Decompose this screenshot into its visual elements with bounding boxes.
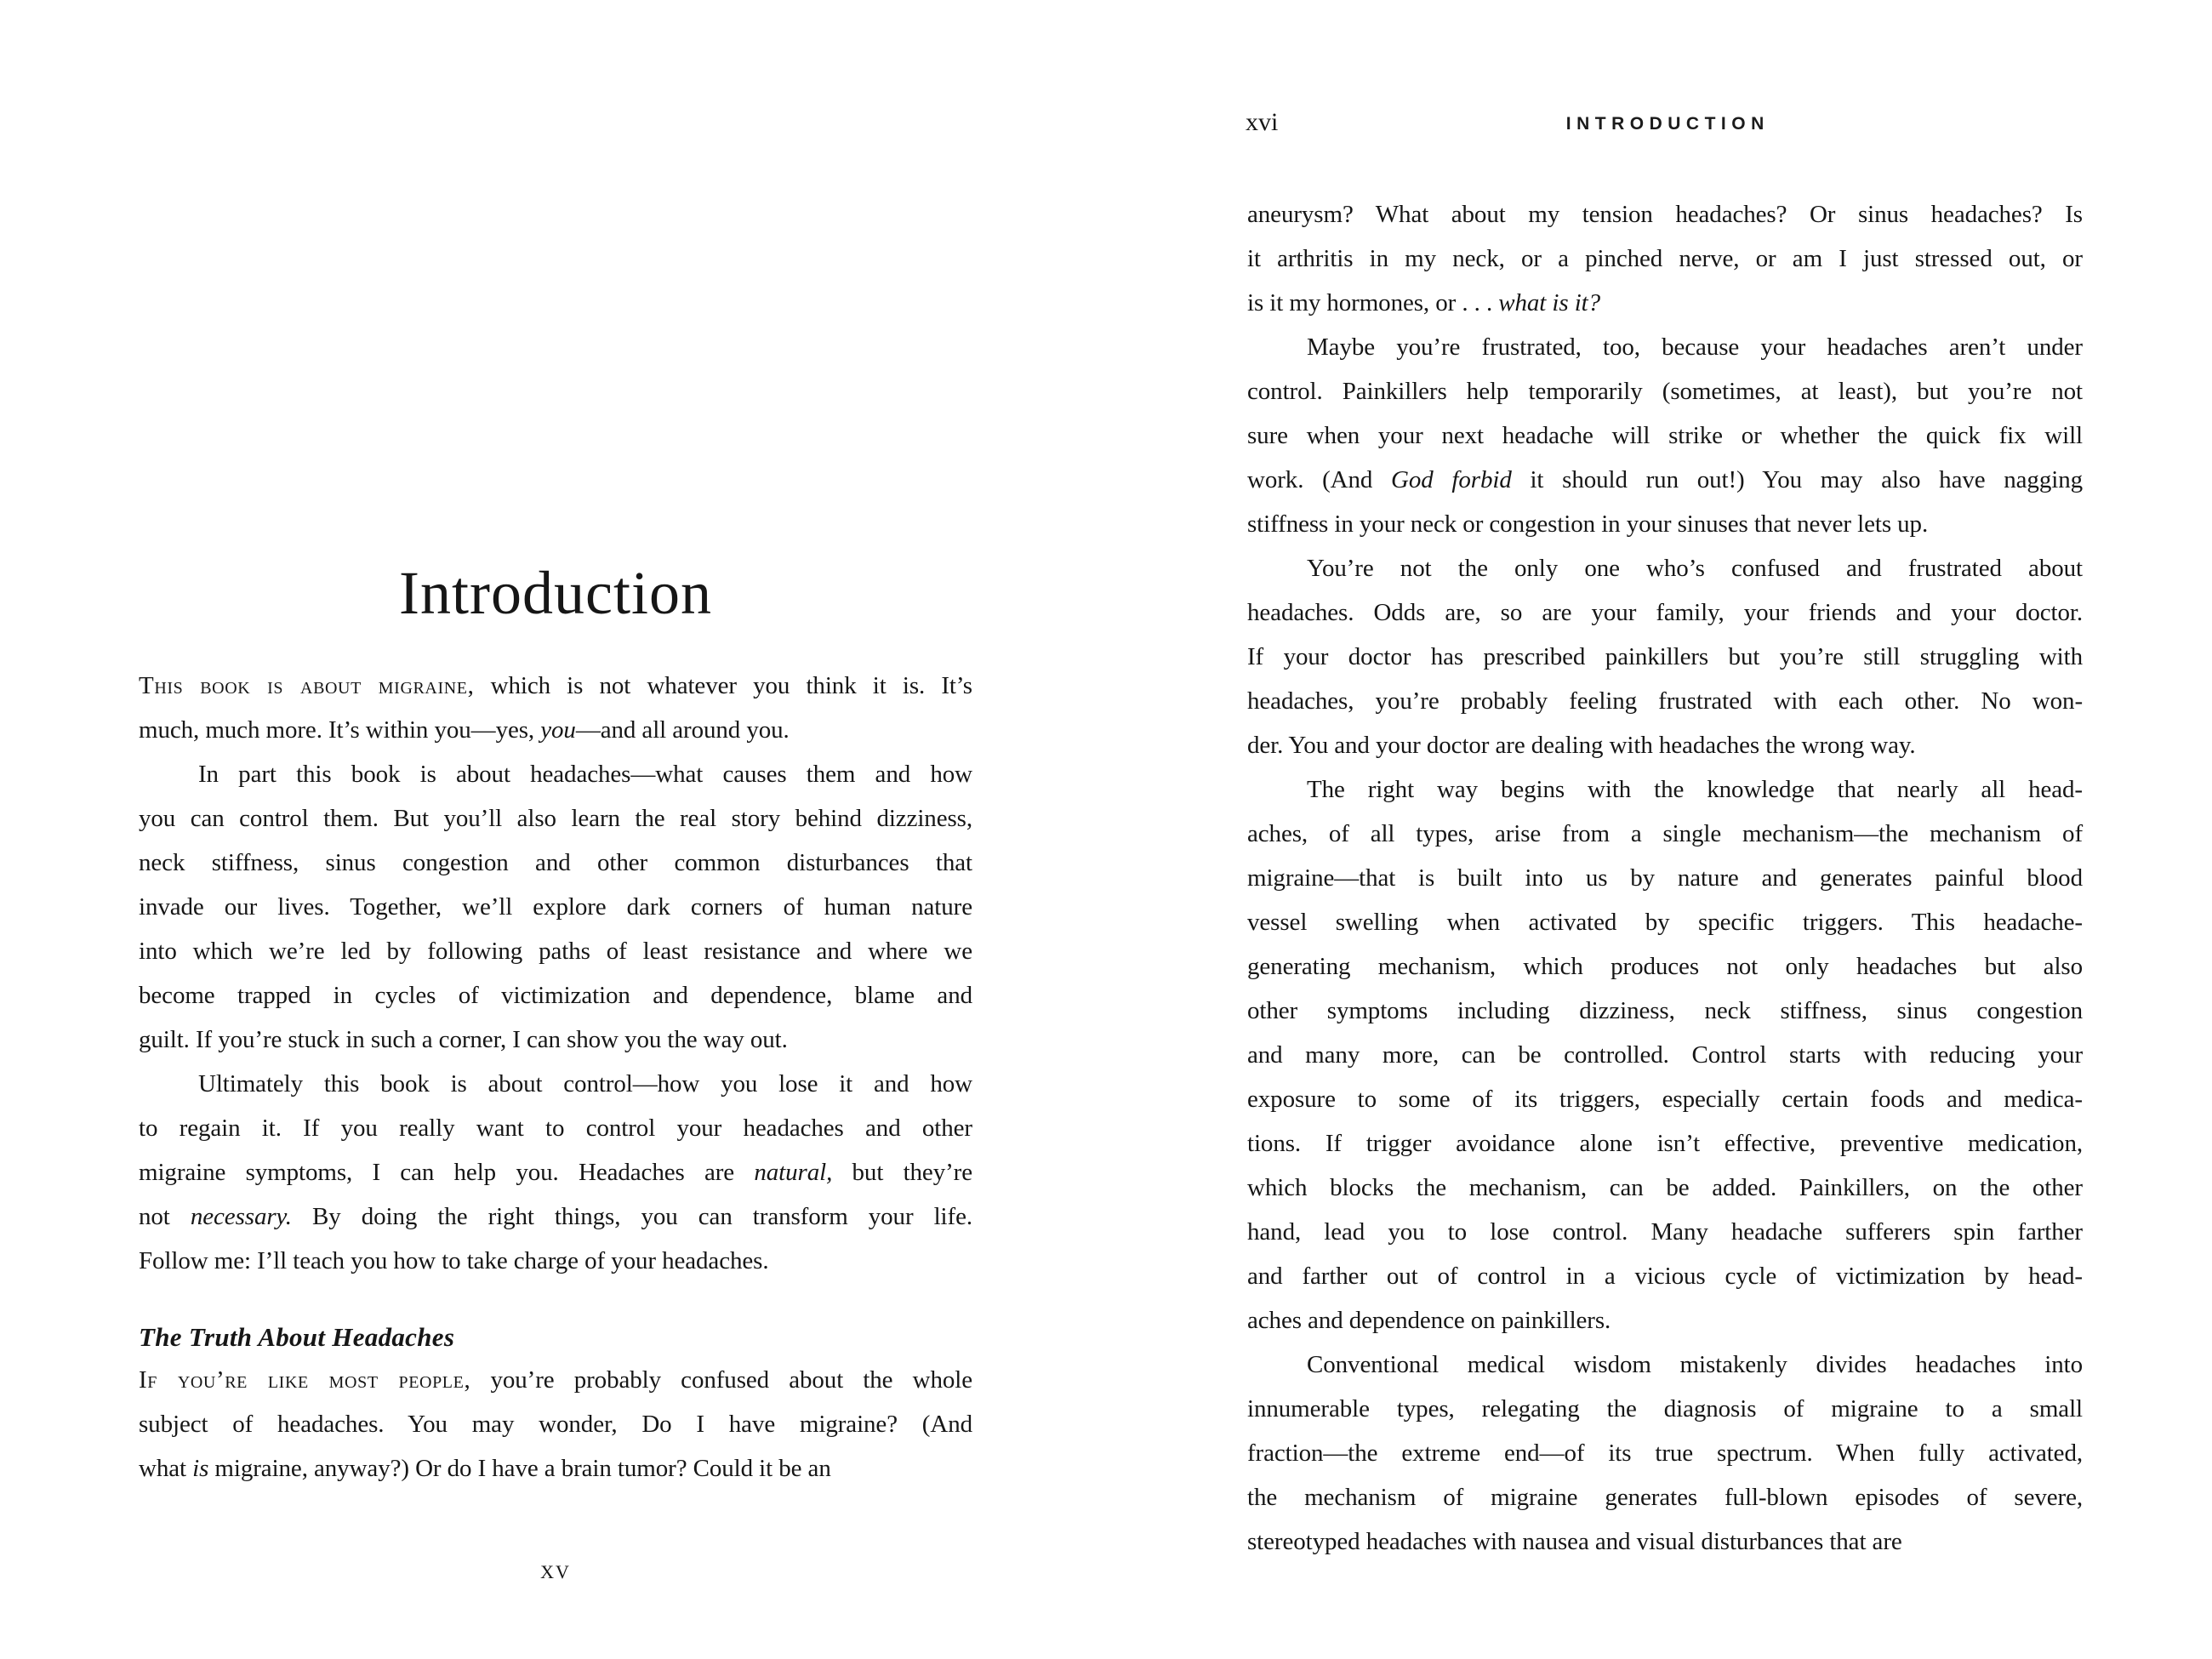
paragraph [1247, 767, 2083, 1343]
text-line: vessel swelling when activated by specific triggers. This headache- [1247, 909, 2083, 936]
paragraph [139, 1358, 972, 1491]
text-line: much, much more. It’s within you—yes, you—and all around you. [139, 716, 790, 744]
chapter-title: Introduction [399, 559, 712, 627]
text-line: sure when your next headache will strike or whether the quick fix will [1247, 422, 2083, 449]
paragraph [1247, 192, 2083, 325]
text-line: Follow me: I’ll teach you how to take charge of your headaches. [139, 1247, 769, 1274]
text-line: and farther out of control in a vicious cycle of victimization by head- [1247, 1263, 2083, 1290]
paragraph [1247, 546, 2083, 767]
text-line: Conventional medical wisdom mistakenly divides headaches into [1307, 1351, 2083, 1378]
paragraph [139, 664, 972, 752]
text-line: In part this book is about headaches—what causes them and how [198, 761, 972, 788]
italic-text: you [540, 716, 576, 744]
text-line: which blocks the mechanism, can be added. Painkillers, on the other [1247, 1174, 2083, 1201]
text-line: subject of headaches. You may wonder, Do I have migraine? (And [139, 1411, 972, 1438]
right-page-body [1247, 192, 2083, 1564]
text-line: Ultimately this book is about control—how you lose it and how [198, 1070, 972, 1097]
text-line: You’re not the only one who’s confused and frustrated about [1307, 555, 2083, 582]
italic-text: what is it? [1498, 289, 1601, 316]
right-page-number: xvi [1246, 108, 1279, 136]
text-line: stiffness in your neck or congestion in your sinuses that never lets up. [1247, 510, 1929, 538]
running-head: INTRODUCTION [1565, 114, 1770, 134]
italic-text: is [192, 1455, 209, 1482]
text-line: This book is about migraine, which is not whatever you think it is. It’s [139, 672, 972, 699]
text-line: become trapped in cycles of victimization and dependence, blame and [139, 982, 972, 1009]
text-line: migraine—that is built into us by nature and generates painful blood [1247, 864, 2083, 892]
italic-text: necessary. [190, 1203, 292, 1230]
text-line: migraine symptoms, I can help you. Headaches are natural, but they’re [139, 1159, 972, 1186]
small-caps-text: If you’re like most people, [139, 1366, 471, 1394]
text-line: fraction—the extreme end—of its true spectrum. When fully activated, [1247, 1440, 2083, 1467]
paragraph [139, 1062, 972, 1283]
section-heading: The Truth About Headaches [139, 1322, 455, 1352]
text-line: aches, of all types, arise from a single mechanism—the mechanism of [1247, 820, 2083, 847]
text-line: innumerable types, relegating the diagnosis of migraine to a small [1247, 1395, 2083, 1422]
text-line: headaches, you’re probably feeling frustrated with each other. No won- [1247, 687, 2083, 715]
text-line: not necessary. By doing the right things, you can transform your life. [139, 1203, 972, 1230]
text-line: is it my hormones, or . . . what is it? [1247, 289, 1601, 316]
text-line: guilt. If you’re stuck in such a corner, I can show you the way out. [139, 1026, 788, 1053]
italic-text: natural, [754, 1159, 833, 1186]
small-caps-text: This book is about migraine, [139, 672, 475, 699]
text-line: exposure to some of its triggers, especially certain foods and medica- [1247, 1086, 2083, 1113]
paragraph [1247, 325, 2083, 546]
paragraph [139, 752, 972, 1062]
text-line: Maybe you’re frustrated, too, because your headaches aren’t under [1307, 334, 2083, 361]
left-page-body [139, 664, 972, 1491]
text-line: The right way begins with the knowledge that nearly all head- [1307, 776, 2083, 803]
text-line: aneurysm? What about my tension headaches? Or sinus headaches? Is [1247, 201, 2083, 228]
text-line: stereotyped headaches with nausea and visual disturbances that are [1247, 1528, 1902, 1555]
italic-text: God forbid [1391, 466, 1512, 493]
paragraph [1247, 1343, 2083, 1564]
text-line: other symptoms including dizziness, neck stiffness, sinus congestion [1247, 997, 2083, 1024]
text-line: to regain it. If you really want to control your headaches and other [139, 1115, 972, 1142]
text-line: If your doctor has prescribed painkillers but you’re still struggling with [1247, 643, 2083, 670]
text-line: hand, lead you to lose control. Many headache sufferers spin farther [1247, 1218, 2083, 1246]
text-line: neck stiffness, sinus congestion and other common disturbances that [139, 849, 972, 876]
text-line: into which we’re led by following paths of least resistance and where we [139, 938, 972, 965]
text-line: work. (And God forbid it should run out!) You may also have nagging [1247, 466, 2083, 493]
text-line: control. Painkillers help temporarily (sometimes, at least), but you’re not [1247, 378, 2083, 405]
text-line: der. You and your doctor are dealing with headaches the wrong way. [1247, 732, 1916, 759]
text-line: what is migraine, anyway?) Or do I have a brain tumor? Could it be an [139, 1455, 831, 1482]
left-page-number: xv [540, 1554, 571, 1584]
text-line: invade our lives. Together, we’ll explore dark corners of human nature [139, 893, 972, 921]
text-line: it arthritis in my neck, or a pinched nerve, or am I just stressed out, or [1247, 245, 2083, 272]
text-line: If you’re like most people, you’re probably confused about the whole [139, 1366, 972, 1394]
text-line: you can control them. But you’ll also learn the real story behind dizziness, [139, 805, 972, 832]
text-line: and many more, can be controlled. Control starts with reducing your [1247, 1041, 2083, 1069]
text-line: the mechanism of migraine generates full-blown episodes of severe, [1247, 1484, 2083, 1511]
text-line: aches and dependence on painkillers. [1247, 1307, 1611, 1334]
text-line: tions. If trigger avoidance alone isn’t effective, preventive medication, [1247, 1130, 2083, 1157]
text-line: generating mechanism, which produces not only headaches but also [1247, 953, 2083, 980]
text-line: headaches. Odds are, so are your family, your friends and your doctor. [1247, 599, 2083, 626]
